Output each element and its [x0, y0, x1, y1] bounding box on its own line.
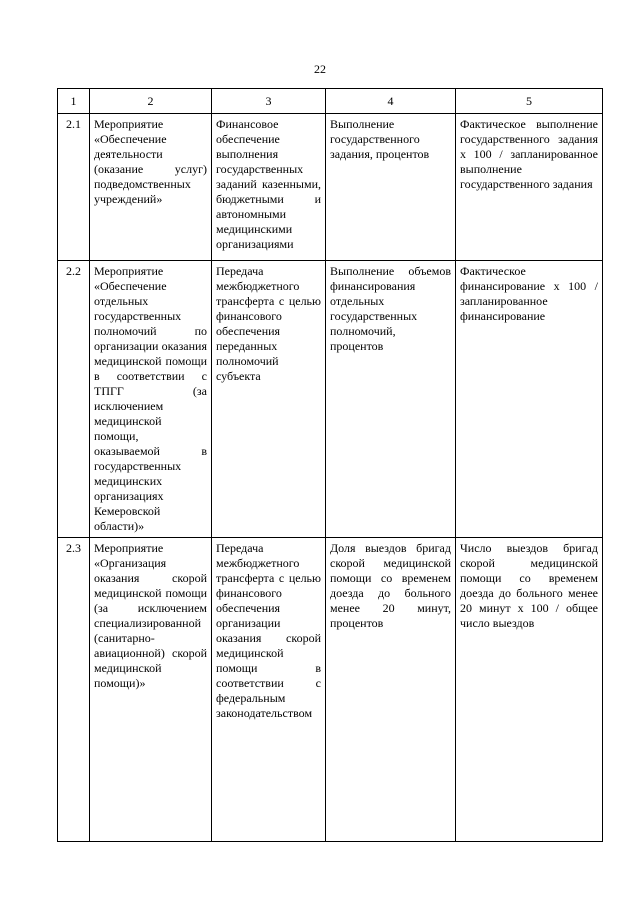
formula-cell: Фактическое финансирование х 100 / запланированное финансирование: [456, 261, 603, 538]
formula-cell: Число выездов бригад скорой медицинской помощи со временем доезда до больного менее 20 минут х 100 / общее число выездов: [456, 538, 603, 842]
header-cell-2: 2: [90, 89, 212, 114]
data-table: [57, 88, 603, 842]
indicator-cell: Выполнение объемов финансирования отдельных государственных полномочий, процентов: [326, 261, 456, 538]
header-cell-5: 5: [456, 89, 603, 114]
table-row: [58, 261, 603, 538]
source-cell: Передача межбюджетного трансферта с целью финансового обеспечения переданных полномочий субъекта: [212, 261, 326, 538]
row-number: 2.1: [58, 114, 90, 261]
header-row: [58, 89, 603, 114]
header-cell-3: 3: [212, 89, 326, 114]
table-row: [58, 538, 603, 842]
measure-cell: Мероприятие «Организация оказания скорой медицинской помощи (за исключением специализированной (санитарно-авиационной) скорой медицинской помощи)»: [90, 538, 212, 842]
formula-cell: Фактическое выполнение государственного задания х 100 / запланированное выполнение государственного задания: [456, 114, 603, 261]
row-number: 2.2: [58, 261, 90, 538]
measure-cell: Мероприятие «Обеспечение отдельных государственных полномочий по организации оказания медицинской помощи в соответствии с ТПГГ (за исключением медицинской помощи, оказываемой в государственных медицинских организациях Кемеровской области)»: [90, 261, 212, 538]
source-cell: Передача межбюджетного трансферта с целью финансового обеспечения организации оказания скорой медицинской помощи в соответствии с федеральным законодательством: [212, 538, 326, 842]
page-number: 22: [314, 62, 326, 76]
indicator-cell: Доля выездов бригад скорой медицинской помощи со временем доезда до больного менее 20 минут, процентов: [326, 538, 456, 842]
indicator-cell: Выполнение государственного задания, процентов: [326, 114, 456, 261]
header-cell-1: 1: [58, 89, 90, 114]
measure-cell: Мероприятие «Обеспечение деятельности (оказание услуг) подведомственных учреждений»: [90, 114, 212, 261]
source-cell: Финансовое обеспечение выполнения государственных заданий казенными, бюджетными и автономными медицинскими организациями: [212, 114, 326, 261]
row-number: 2.3: [58, 538, 90, 842]
header-cell-4: 4: [326, 89, 456, 114]
table-row: [58, 114, 603, 261]
